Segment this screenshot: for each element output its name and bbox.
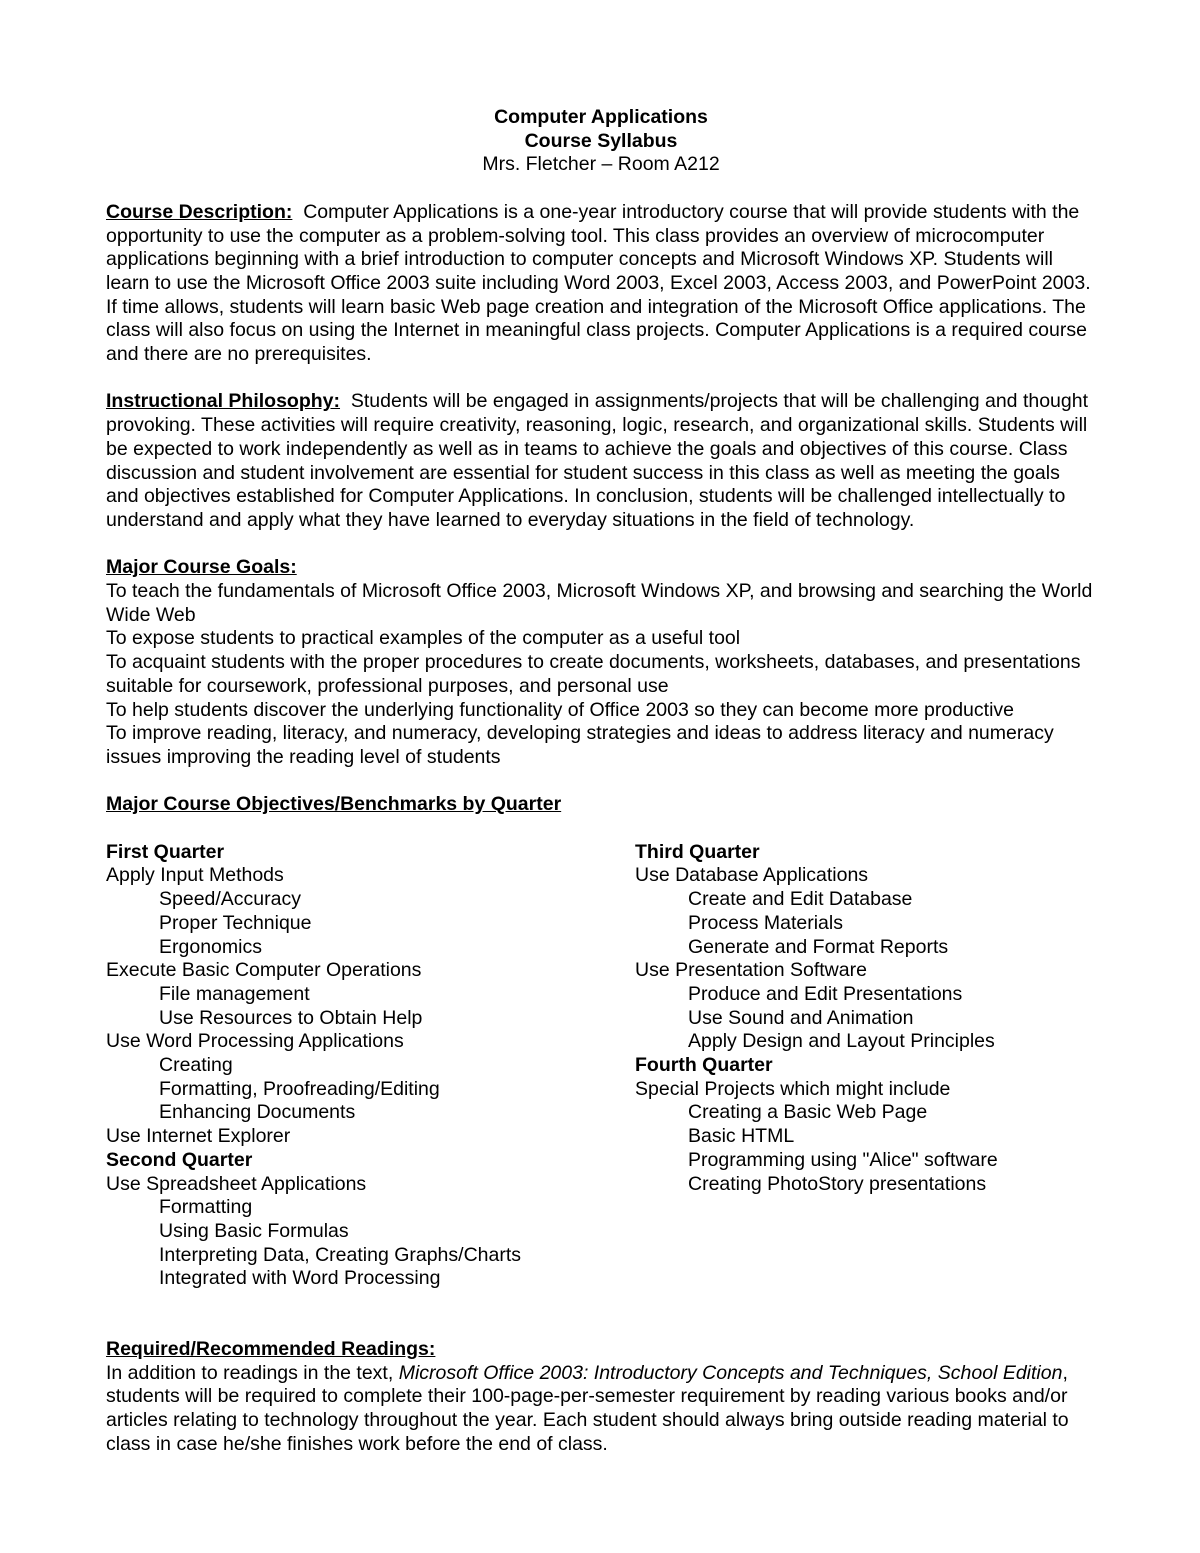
readings-section [106,1338,1096,1457]
instructional-philosophy-section [106,390,1096,532]
quarter-heading: Third Quarter [635,840,760,863]
objective-topic: Execute Basic Computer Operations [106,959,422,982]
objective-subitem: Generate and Format Reports [688,935,949,958]
objective-subitem: File management [159,982,310,1005]
course-description-text: Computer Applications is a one-year introductory course that will provide students with the opportunity to use the computer as a problem-solving tool. This class provides an overview of microcomputer applications beginning with a brief introduction to computer concepts and Microsoft Windows XP. Students will learn to use the Microsoft Office 2003 suite including Word 2003, Excel 2003, Access 2003, and PowerPoint 2003. If time allows, students will learn basic Web page creation and integration of the Microsoft Office applications. The class will also focus on using the Internet in meaningful class projects. Computer Applications is a required course and there are no prerequisites. [106,200,1091,366]
quarter-heading: Fourth Quarter [635,1054,773,1077]
syllabus-page [106,106,1096,1480]
course-objectives-section [106,793,1096,1291]
readings-heading: Required/Recommended Readings: [106,1338,436,1361]
course-description-heading: Course Description: [106,200,293,223]
course-goals-section [106,556,1096,769]
objective-subitem: Interpreting Data, Creating Graphs/Charts [159,1243,522,1266]
objective-subitem: Produce and Edit Presentations [688,982,963,1005]
objective-subitem: Use Resources to Obtain Help [159,1006,423,1029]
objective-subitem: Create and Edit Database [688,888,913,911]
objective-topic: Use Word Processing Applications [106,1030,404,1053]
objective-subitem: Use Sound and Animation [688,1006,914,1029]
objective-subitem: Enhancing Documents [159,1101,356,1124]
document-title: Computer Applications [494,106,708,128]
objective-subitem: Basic HTML [688,1125,795,1148]
document-subtitle: Course Syllabus [524,129,678,152]
objective-topic: Use Spreadsheet Applications [106,1172,367,1195]
goal-item: To expose students to practical examples of the computer as a useful tool [106,627,741,650]
objective-subitem: Speed/Accuracy [159,888,301,911]
goal-item: To help students discover the underlying functionality of Office 2003 so they can become more productive [106,698,1014,721]
objective-subitem: Apply Design and Layout Principles [688,1030,995,1053]
objective-subitem: Proper Technique [159,911,312,934]
document-header [106,106,1096,177]
objective-subitem: Creating a Basic Web Page [688,1101,928,1124]
objective-subitem: Formatting, Proofreading/Editing [159,1077,440,1100]
objective-subitem: Process Materials [688,911,843,934]
objective-subitem: Creating [159,1054,233,1077]
quarter-heading: First Quarter [106,840,225,863]
course-description-section [106,201,1096,367]
readings-paragraph [106,1362,1096,1457]
goal-item: To acquaint students with the proper procedures to create documents, worksheets, databases, and presentations suitable for coursework, professional purposes, and personal use [106,651,1081,697]
instructional-philosophy-text: Students will be engaged in assignments/projects that will be challenging and thought provoking. These activities will require creativity, reasoning, logic, research, and organizational skills. Students will be expected to work independently as well as in teams to achieve the goals and objectives of this course. Class discussion and student involvement are essential for student success in this class as well as meeting the goals and objectives established for Computer Applications. In conclusion, students will be challenged intellectually to understand and apply what they have learned to everyday situations in the field of technology. [106,390,1089,531]
objective-topic: Use Internet Explorer [106,1125,291,1148]
objective-subitem: Formatting [159,1196,253,1219]
objectives-columns [106,841,1096,1291]
objective-subitem: Integrated with Word Processing [159,1267,441,1290]
objective-subitem: Ergonomics [159,935,262,958]
objective-topic: Special Projects which might include [635,1077,951,1100]
objective-subitem: Programming using "Alice" software [688,1148,998,1171]
readings-book-title: Microsoft Office 2003: Introductory Concepts and Techniques, School Edition [398,1361,1063,1384]
objective-subitem: Using Basic Formulas [159,1219,349,1242]
goal-item: To teach the fundamentals of Microsoft Office 2003, Microsoft Windows XP, and browsing and searching the World Wide Web [106,580,1093,626]
objective-topic: Apply Input Methods [106,864,284,887]
course-description-paragraph [106,201,1096,367]
objective-topic: Use Presentation Software [635,959,867,982]
instructional-philosophy-heading: Instructional Philosophy: [106,390,341,413]
objectives-left-column [106,841,635,1291]
objective-subitem: Creating PhotoStory presentations [688,1172,987,1195]
readings-text-after: , students will be required to complete their 100-page-per-semester requirement by reading various books and/or articles relating to technology throughout the year. Each student should always bring outside reading material to class in case he/she finishes work before the end of class. [106,1361,1069,1455]
instructor-line: Mrs. Fletcher – Room A212 [482,153,720,176]
readings-text-before: In addition to readings in the text, [106,1361,399,1384]
course-objectives-heading: Major Course Objectives/Benchmarks by Quarter [106,793,562,816]
goal-item: To improve reading, literacy, and numeracy, developing strategies and ideas to address literacy and numeracy issues improving the reading level of students [106,722,1054,768]
quarter-heading: Second Quarter [106,1148,253,1171]
objective-topic: Use Database Applications [635,864,869,887]
course-goals-heading: Major Course Goals: [106,556,297,579]
objectives-right-column [635,841,1096,1291]
instructional-philosophy-paragraph [106,390,1096,532]
